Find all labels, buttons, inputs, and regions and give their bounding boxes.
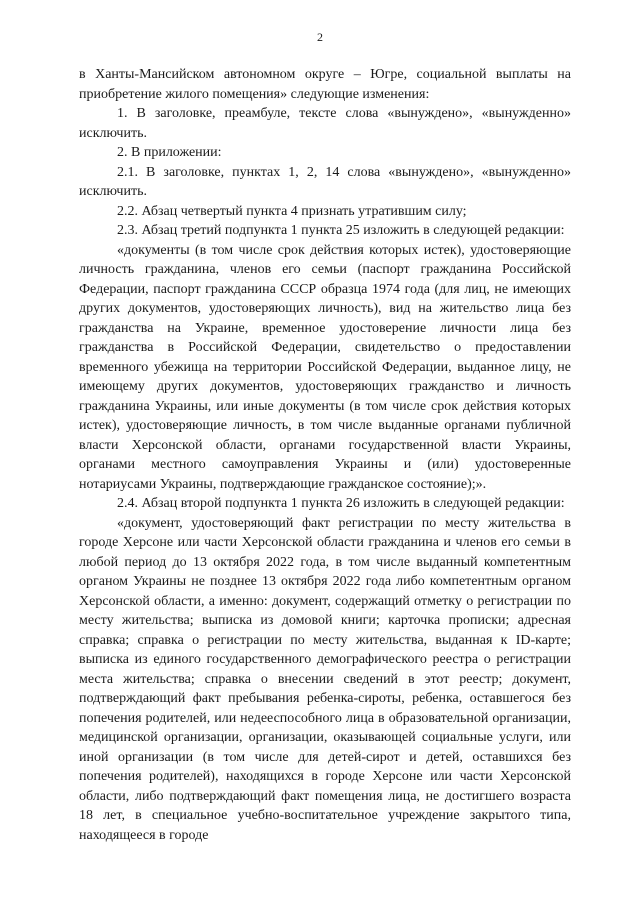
paragraph-item-1: 1. В заголовке, преамбуле, тексте слова «вынуждено», «вынужденно» исключить. xyxy=(79,106,571,141)
document-body xyxy=(79,65,571,845)
paragraph-item-2: 2. В приложении: xyxy=(117,145,222,160)
paragraph-item-2-3: 2.3. Абзац третий подпункта 1 пункта 25 изложить в следующей редакции: xyxy=(117,223,565,238)
paragraph-item-2-2: 2.2. Абзац четвертый пункта 4 признать утратившим силу; xyxy=(117,203,467,219)
quoted-text-documents: «документы (в том числе срок действия которых истек), удостоверяющие личность гражданина, членов его семьи (паспорт гражданина Российской Федерации, паспорт гражданина СССР образца 1974 года (для лиц, не имеющих других документов, удостоверяющих личность), вид на жительство лица без гражданства на Украине, временное удостоверение личности лица без гражданства в Российской Федерации, свидетельство о предоставлении временного убежища на территории Российской Федерации, выданное лицу, не имеющему других документов, удостоверяющих гражданство и личность гражданина Украины, или иные документы (в том числе срок действия которых истек), удостоверяющие личность, в том числе выданные органами публичной власти Херсонской области, органами государственной власти Украины, органами местного самоуправления Украины и (или) удостоверенные нотариусами Украины, подтверждающие гражданское состояние);». xyxy=(79,242,571,492)
quoted-text-registration: «документ, удостоверяющий факт регистрации по месту жительства в городе Херсоне или части Херсонской области гражданина и членов его семьи в любой период до 13 октября 2022 года, в том числе выданный компетентным органом Украины не позднее 13 октября 2022 года либо компетентным органом Херсонской области, а именно: документ, содержащий отметку о регистрации по месту жительства; выписка из домовой книги; карточка прописки; адресная справка; справка о регистрации по месту жительства, выданная к ID-карте; выписка из единого государственного демографического реестра о регистрации места жительства; справка о внесении сведений в этот реестр; документ, подтверждающий факт пребывания ребенка-сироты, ребенка, оставшегося без попечения родителей, или недееспособного лица в образовательной организации, медицинской организации, организации, оказывающей социальные услуги, или иной организации (в том числе для детей-сирот и детей, оставшихся без попечения родителей), находящихся в городе Херсоне или части Херсонской области, либо подтверждающий факт помещения лица, не достигшего возраста 18 лет, в специальное учебно-воспитательное учреждение закрытого типа, находящееся в городе xyxy=(79,515,571,843)
paragraph-item-2-1: 2.1. В заголовке, пунктах 1, 2, 14 слова «вынуждено», «вынужденно» исключить. xyxy=(79,164,571,199)
page-number: 2 xyxy=(317,30,323,44)
paragraph-item-2-4: 2.4. Абзац второй подпункта 1 пункта 26 изложить в следующей редакции: xyxy=(117,496,565,511)
paragraph-continuation: в Ханты-Мансийском автономном округе – Югре, социальной выплаты на приобретение жилого помещения» следующие изменения: xyxy=(79,67,571,102)
